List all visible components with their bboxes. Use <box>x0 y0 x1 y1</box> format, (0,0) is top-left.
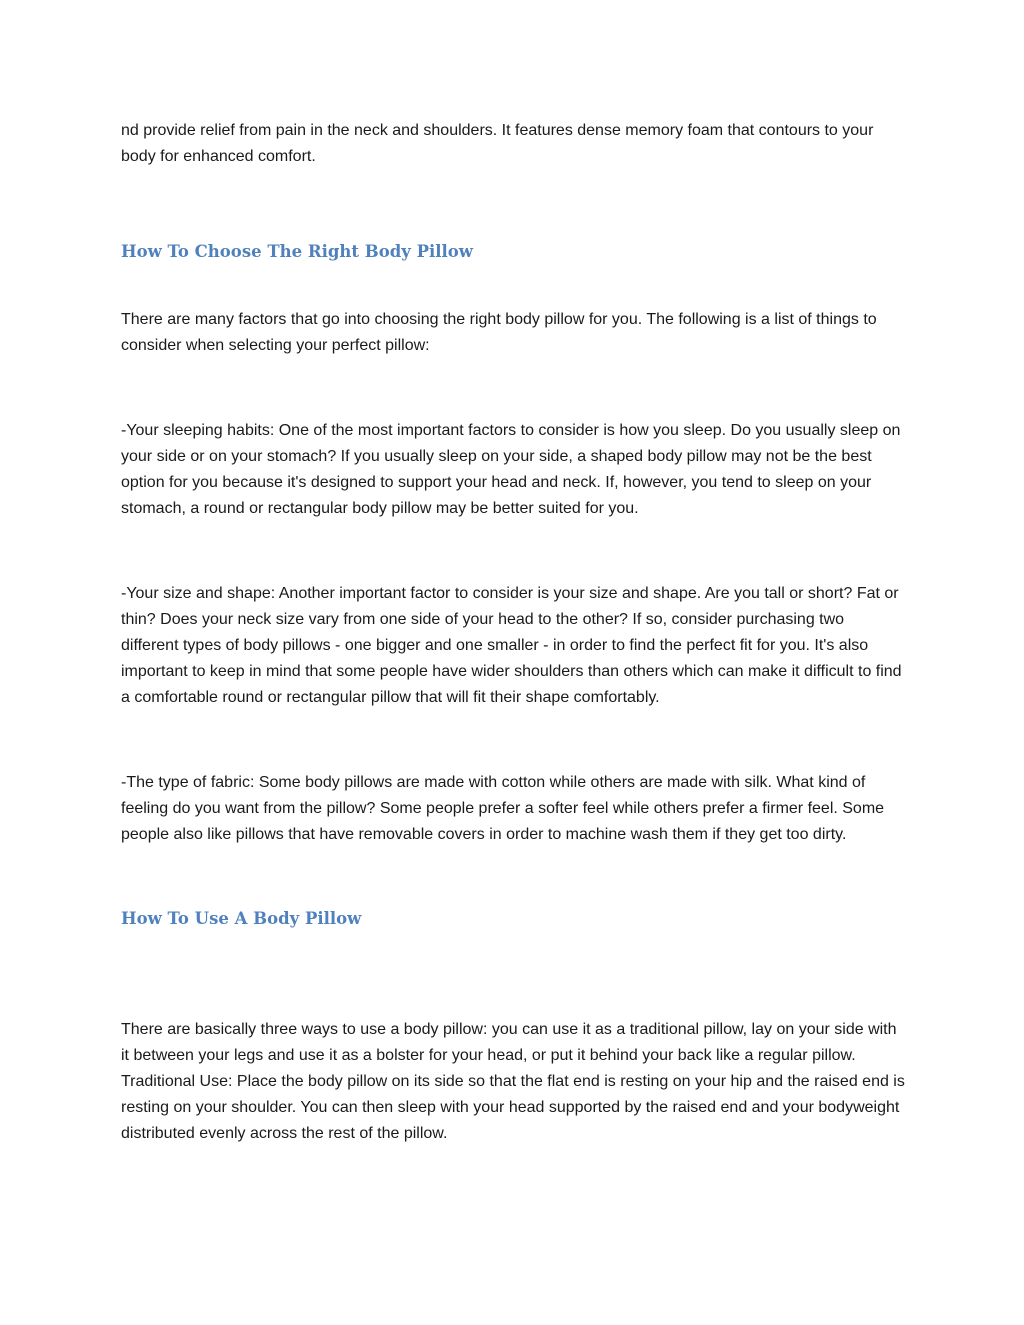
paragraph-type-of-fabric: -The type of fabric: Some body pillows are made with cotton while others are made with silk. What kind of feeling do you want from the pillow? Some people prefer a softer feel while others prefer a firmer feel. Some people also like pillows that have removable covers in order to machine wash them if they get too dirty. <box>121 774 885 843</box>
paragraph-size-and-shape: -Your size and shape: Another important factor to consider is your size and shape. Are you tall or short? Fat or thin? Does your neck size vary from one side of your head to the other? If so, consider purchasing two different types of body pillows - one bigger and one smaller - in order to find the perfect fit for you. It's also important to keep in mind that some people have wider shoulders than others which can make it difficult to find a comfortable round or rectangular pillow that will fit their shape comfortably. <box>121 585 902 706</box>
document-page <box>121 118 906 1147</box>
paragraph-sleeping-habits: -Your sleeping habits: One of the most important factors to consider is how you sleep. Do you usually sleep on your side or on your stomach? If you usually sleep on your side, a shaped body pillow may not be the best option for you because it's designed to support your head and neck. If, however, you tend to sleep on your stomach, a round or rectangular body pillow may be better suited for you. <box>121 422 901 517</box>
paragraph-ways-to-use: There are basically three ways to use a body pillow: you can use it as a traditional pillow, lay on your side with it between your legs and use it as a bolster for your head, or put it behind your back like a regular pillow. Traditional Use: Place the body pillow on its side so that the flat end is resting on your hip and the raised end is resting on your shoulder. You can then sleep with your head supported by the raised end and your bodyweight distributed evenly across the rest of the pillow. <box>121 1021 905 1142</box>
paragraph-factors-intro: There are many factors that go into choosing the right body pillow for you. The following is a list of things to consider when selecting your perfect pillow: <box>121 311 877 354</box>
paragraph-intro-continuation: nd provide relief from pain in the neck and shoulders. It features dense memory foam that contours to your body for enhanced comfort. <box>121 122 874 165</box>
heading-choose-right-body-pillow: How To Choose The Right Body Pillow <box>121 242 473 261</box>
heading-how-to-use-body-pillow: How To Use A Body Pillow <box>121 909 362 928</box>
